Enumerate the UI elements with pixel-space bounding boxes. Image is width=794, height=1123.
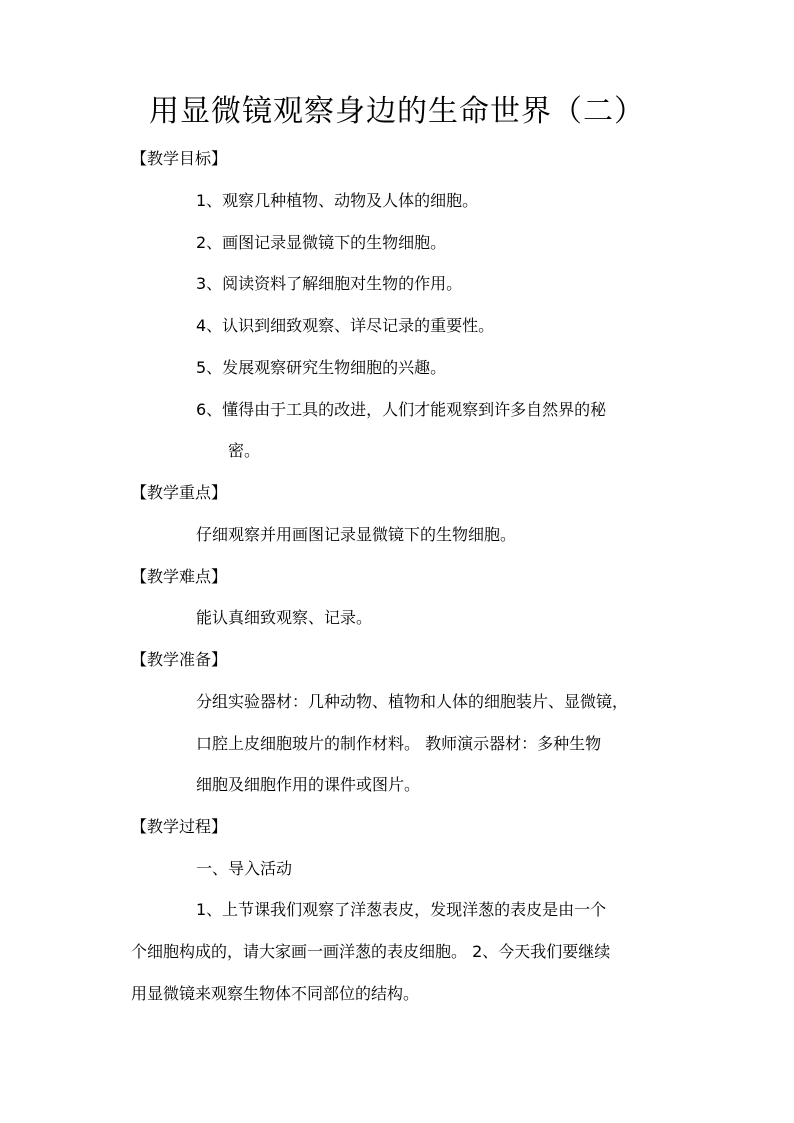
section-heading-preparation: 【教学准备】 (131, 650, 228, 669)
objective-item: 3、阅读资料了解细胞对生物的作用。 (196, 274, 463, 293)
process-subheading: 一、导入活动 (196, 859, 293, 878)
section-heading-key-points: 【教学重点】 (131, 483, 228, 502)
process-paragraph-line: 用显微镜来观察生物体不同部位的结构。 (131, 984, 420, 1003)
key-points-text: 仔细观察并用画图记录显微镜下的生物细胞。 (196, 525, 517, 544)
page-title: 用显微镜观察身边的生命世界（二） (149, 94, 645, 129)
objective-item: 5、发展观察研究生物细胞的兴趣。 (196, 358, 447, 377)
section-heading-difficulties: 【教学难点】 (131, 567, 228, 586)
difficulties-text: 能认真细致观察、记录。 (196, 608, 373, 627)
preparation-line: 分组实验器材：几种动物、植物和人体的细胞装片、显微镜， (196, 692, 629, 711)
process-paragraph-line: 1、上节课我们观察了洋葱表皮，发现洋葱的表皮是由一个 (196, 900, 607, 919)
section-heading-objectives: 【教学目标】 (131, 149, 228, 168)
section-heading-process: 【教学过程】 (131, 817, 228, 836)
process-paragraph-line: 个细胞构成的，请大家画一画洋葱的表皮细胞。 2、今天我们要继续 (131, 942, 611, 961)
objective-item: 1、观察几种植物、动物及人体的细胞。 (196, 191, 479, 210)
objective-item: 2、画图记录显微镜下的生物细胞。 (196, 233, 447, 252)
objective-item: 4、认识到细致观察、详尽记录的重要性。 (196, 316, 495, 335)
objective-item-continuation: 密。 (228, 441, 261, 460)
preparation-line: 细胞及细胞作用的课件或图片。 (196, 775, 421, 794)
preparation-line: 口腔上皮细胞玻片的制作材料。 教师演示器材：多种生物 (196, 734, 602, 753)
objective-item: 6、懂得由于工具的改进，人们才能观察到许多自然界的秘 (196, 400, 607, 419)
